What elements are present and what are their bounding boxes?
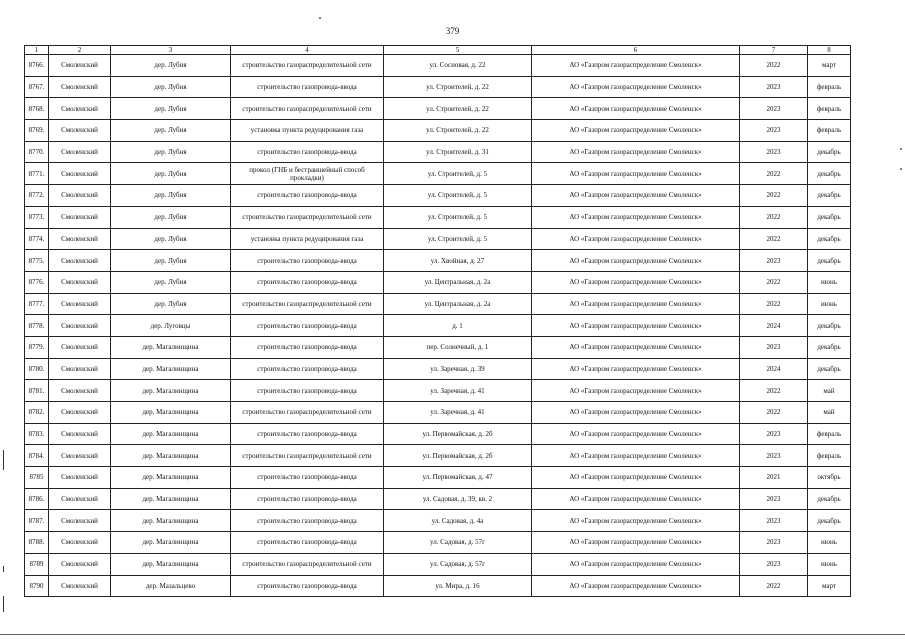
month-cell: октябрь [808, 467, 851, 489]
district-cell: Смоленский [49, 250, 111, 272]
district-cell: Смоленский [49, 271, 111, 293]
row-number-cell: 8769. [25, 120, 49, 142]
year-cell: 2022 [740, 228, 808, 250]
row-number-cell: 8775. [25, 250, 49, 272]
address-cell: ул. Садовая, д. 57г [384, 553, 532, 575]
month-cell: декабрь [808, 488, 851, 510]
row-number-cell: 8774. [25, 228, 49, 250]
work-type-cell: строительство газопровода-ввода [231, 336, 384, 358]
address-cell: пер. Солнечный, д. 1 [384, 336, 532, 358]
table-row [25, 141, 851, 163]
month-cell: декабрь [808, 250, 851, 272]
work-type-cell: строительство газопровода-ввода [231, 185, 384, 207]
table-row [25, 532, 851, 554]
district-cell: Смоленский [49, 575, 111, 597]
table-row [25, 467, 851, 489]
address-cell: ул. Строителей, д. 5 [384, 163, 532, 185]
row-number-cell: 8768. [25, 98, 49, 120]
year-cell: 2021 [740, 467, 808, 489]
row-number-cell: 8779. [25, 336, 49, 358]
address-cell: ул. Центральная, д. 2а [384, 293, 532, 315]
work-type-cell: строительство газопровода-ввода [231, 271, 384, 293]
organization-cell: АО «Газпром газораспределение Смоленск» [532, 553, 740, 575]
settlement-cell: дер. Магалинщина [111, 445, 231, 467]
address-cell: ул. Заречная, д. 41 [384, 380, 532, 402]
table-row [25, 185, 851, 207]
column-header-8: 8 [808, 46, 851, 55]
address-cell: ул. Строителей, д. 31 [384, 141, 532, 163]
row-number-cell: 8786. [25, 488, 49, 510]
work-type-cell: строительство газопровода-ввода [231, 488, 384, 510]
row-number-cell: 8784. [25, 445, 49, 467]
organization-cell: АО «Газпром газораспределение Смоленск» [532, 467, 740, 489]
district-cell: Смоленский [49, 402, 111, 424]
address-cell: ул. Строителей, д. 5 [384, 228, 532, 250]
settlement-cell: дер. Лубня [111, 76, 231, 98]
row-number-cell: 8777. [25, 293, 49, 315]
organization-cell: АО «Газпром газораспределение Смоленск» [532, 98, 740, 120]
organization-cell: АО «Газпром газораспределение Смоленск» [532, 402, 740, 424]
address-cell: ул. Мира, д. 16 [384, 575, 532, 597]
table-row [25, 315, 851, 337]
page-bottom-edge [0, 634, 905, 635]
district-cell: Смоленский [49, 55, 111, 77]
year-cell: 2022 [740, 402, 808, 424]
district-cell: Смоленский [49, 206, 111, 228]
table-row [25, 228, 851, 250]
table-row [25, 575, 851, 597]
organization-cell: АО «Газпром газораспределение Смоленск» [532, 380, 740, 402]
work-type-cell: установка пункта редуцирования газа [231, 228, 384, 250]
column-header-4: 4 [231, 46, 384, 55]
settlement-cell: дер. Лубня [111, 98, 231, 120]
month-cell: май [808, 402, 851, 424]
table-row [25, 423, 851, 445]
district-cell: Смоленский [49, 423, 111, 445]
work-type-cell: строительство газораспределительной сети [231, 55, 384, 77]
settlement-cell: дер. Магалинщина [111, 467, 231, 489]
district-cell: Смоленский [49, 445, 111, 467]
organization-cell: АО «Газпром газораспределение Смоленск» [532, 488, 740, 510]
month-cell: март [808, 55, 851, 77]
organization-cell: АО «Газпром газораспределение Смоленск» [532, 336, 740, 358]
district-cell: Смоленский [49, 380, 111, 402]
row-number-cell: 8783. [25, 423, 49, 445]
year-cell: 2023 [740, 553, 808, 575]
year-cell: 2023 [740, 423, 808, 445]
address-cell: ул. Строителей, д. 5 [384, 206, 532, 228]
district-cell: Смоленский [49, 98, 111, 120]
district-cell: Смоленский [49, 76, 111, 98]
year-cell: 2023 [740, 98, 808, 120]
settlement-cell: дер. Лубня [111, 250, 231, 272]
work-type-cell: строительство газопровода-ввода [231, 423, 384, 445]
table-row [25, 55, 851, 77]
year-cell: 2023 [740, 120, 808, 142]
work-type-cell: строительство газопровода-ввода [231, 467, 384, 489]
table-header-row [25, 46, 851, 55]
organization-cell: АО «Газпром газораспределение Смоленск» [532, 163, 740, 185]
month-cell: декабрь [808, 336, 851, 358]
page-number: 379 [445, 26, 460, 36]
column-header-5: 5 [384, 46, 532, 55]
table-row [25, 553, 851, 575]
row-number-cell: 8778. [25, 315, 49, 337]
organization-cell: АО «Газпром газораспределение Смоленск» [532, 76, 740, 98]
address-cell: ул. Заречная, д. 39 [384, 358, 532, 380]
organization-cell: АО «Газпром газораспределение Смоленск» [532, 293, 740, 315]
work-type-cell: строительство газопровода-ввода [231, 380, 384, 402]
address-cell: ул. Строителей, д. 5 [384, 185, 532, 207]
address-cell: ул. Заречная, д. 41 [384, 402, 532, 424]
district-cell: Смоленский [49, 293, 111, 315]
table-row [25, 293, 851, 315]
organization-cell: АО «Газпром газораспределение Смоленск» [532, 120, 740, 142]
year-cell: 2022 [740, 206, 808, 228]
scan-speck [900, 148, 902, 150]
settlement-cell: дер. Мазальцево [111, 575, 231, 597]
district-cell: Смоленский [49, 336, 111, 358]
month-cell: июнь [808, 271, 851, 293]
address-cell: ул. Первомайская, д. 47 [384, 467, 532, 489]
organization-cell: АО «Газпром газораспределение Смоленск» [532, 185, 740, 207]
scan-speck [319, 17, 321, 19]
organization-cell: АО «Газпром газораспределение Смоленск» [532, 358, 740, 380]
organization-cell: АО «Газпром газораспределение Смоленск» [532, 55, 740, 77]
work-type-cell: строительство газопровода-ввода [231, 575, 384, 597]
year-cell: 2022 [740, 575, 808, 597]
table-row [25, 445, 851, 467]
table-row [25, 510, 851, 532]
month-cell: декабрь [808, 163, 851, 185]
year-cell: 2023 [740, 445, 808, 467]
settlement-cell: дер. Луговцы [111, 315, 231, 337]
table-row [25, 98, 851, 120]
organization-cell: АО «Газпром газораспределение Смоленск» [532, 228, 740, 250]
month-cell: февраль [808, 76, 851, 98]
organization-cell: АО «Газпром газораспределение Смоленск» [532, 271, 740, 293]
settlement-cell: дер. Лубня [111, 185, 231, 207]
address-cell: ул. Строителей, д. 22 [384, 120, 532, 142]
address-cell: ул. Центральная, д. 2а [384, 271, 532, 293]
table-row [25, 163, 851, 185]
gas-works-table [24, 45, 851, 597]
work-type-cell: строительство газопровода-ввода [231, 315, 384, 337]
district-cell: Смоленский [49, 488, 111, 510]
organization-cell: АО «Газпром газораспределение Смоленск» [532, 445, 740, 467]
month-cell: декабрь [808, 206, 851, 228]
year-cell: 2024 [740, 358, 808, 380]
work-type-cell: строительство газопровода-ввода [231, 250, 384, 272]
table-row [25, 250, 851, 272]
settlement-cell: дер. Магалинщина [111, 336, 231, 358]
margin-mark [3, 566, 4, 572]
month-cell: декабрь [808, 185, 851, 207]
address-cell: ул. Сосновая, д. 22 [384, 55, 532, 77]
column-header-2: 2 [49, 46, 111, 55]
district-cell: Смоленский [49, 315, 111, 337]
year-cell: 2022 [740, 271, 808, 293]
district-cell: Смоленский [49, 185, 111, 207]
address-cell: ул. Первомайская, д. 2б [384, 423, 532, 445]
year-cell: 2023 [740, 510, 808, 532]
row-number-cell: 8776. [25, 271, 49, 293]
district-cell: Смоленский [49, 553, 111, 575]
table-row [25, 380, 851, 402]
row-number-cell: 8767. [25, 76, 49, 98]
work-type-cell: строительство газораспределительной сети [231, 293, 384, 315]
work-type-cell: строительство газопровода-ввода [231, 510, 384, 532]
year-cell: 2022 [740, 380, 808, 402]
table-row [25, 358, 851, 380]
address-cell: ул. Строителей, д. 22 [384, 76, 532, 98]
year-cell: 2023 [740, 250, 808, 272]
year-cell: 2022 [740, 293, 808, 315]
year-cell: 2022 [740, 55, 808, 77]
row-number-cell: 8773. [25, 206, 49, 228]
work-type-cell: строительство газопровода-ввода [231, 141, 384, 163]
scan-speck [900, 168, 902, 170]
work-type-cell: строительство газопровода-ввода [231, 532, 384, 554]
year-cell: 2022 [740, 163, 808, 185]
row-number-cell: 8771. [25, 163, 49, 185]
district-cell: Смоленский [49, 120, 111, 142]
month-cell: июнь [808, 532, 851, 554]
work-type-cell: строительство газопровода-ввода [231, 358, 384, 380]
month-cell: февраль [808, 120, 851, 142]
month-cell: май [808, 380, 851, 402]
settlement-cell: дер. Магалинщина [111, 423, 231, 445]
year-cell: 2023 [740, 532, 808, 554]
column-header-7: 7 [740, 46, 808, 55]
organization-cell: АО «Газпром газораспределение Смоленск» [532, 141, 740, 163]
organization-cell: АО «Газпром газораспределение Смоленск» [532, 250, 740, 272]
month-cell: декабрь [808, 358, 851, 380]
month-cell: декабрь [808, 141, 851, 163]
address-cell: ул. Садовая, д. 4а [384, 510, 532, 532]
table-body [25, 55, 851, 597]
margin-mark [3, 450, 4, 470]
work-type-cell: строительство газопровода-ввода [231, 76, 384, 98]
row-number-cell: 8766. [25, 55, 49, 77]
settlement-cell: дер. Магалинщина [111, 488, 231, 510]
work-type-cell: прокол (ГНБ и бестраншейный способ прокладки) [231, 163, 384, 185]
month-cell: декабрь [808, 315, 851, 337]
table-row [25, 488, 851, 510]
table-row [25, 271, 851, 293]
district-cell: Смоленский [49, 163, 111, 185]
year-cell: 2023 [740, 141, 808, 163]
address-cell: ул. Строителей, д. 22 [384, 98, 532, 120]
year-cell: 2023 [740, 488, 808, 510]
settlement-cell: дер. Лубня [111, 120, 231, 142]
row-number-cell: 8770. [25, 141, 49, 163]
address-cell: ул. Первомайская, д. 2б [384, 445, 532, 467]
row-number-cell: 8789 [25, 553, 49, 575]
table-row [25, 402, 851, 424]
district-cell: Смоленский [49, 467, 111, 489]
row-number-cell: 8788. [25, 532, 49, 554]
row-number-cell: 8785 [25, 467, 49, 489]
table-row [25, 120, 851, 142]
month-cell: февраль [808, 445, 851, 467]
row-number-cell: 8790 [25, 575, 49, 597]
row-number-cell: 8782. [25, 402, 49, 424]
district-cell: Смоленский [49, 141, 111, 163]
work-type-cell: строительство газораспределительной сети [231, 402, 384, 424]
month-cell: февраль [808, 98, 851, 120]
month-cell: декабрь [808, 510, 851, 532]
settlement-cell: дер. Лубня [111, 55, 231, 77]
margin-mark [3, 596, 4, 612]
settlement-cell: дер. Магалинщина [111, 510, 231, 532]
year-cell: 2024 [740, 315, 808, 337]
organization-cell: АО «Газпром газораспределение Смоленск» [532, 315, 740, 337]
address-cell: д. 1 [384, 315, 532, 337]
organization-cell: АО «Газпром газораспределение Смоленск» [532, 423, 740, 445]
column-header-6: 6 [532, 46, 740, 55]
address-cell: ул. Садовая, д. 57г [384, 532, 532, 554]
work-type-cell: установка пункта редуцирования газа [231, 120, 384, 142]
settlement-cell: дер. Лубня [111, 206, 231, 228]
work-type-cell: строительство газораспределительной сети [231, 206, 384, 228]
table-row [25, 206, 851, 228]
organization-cell: АО «Газпром газораспределение Смоленск» [532, 575, 740, 597]
address-cell: ул. Хвойная, д. 27 [384, 250, 532, 272]
settlement-cell: дер. Лубня [111, 228, 231, 250]
column-header-3: 3 [111, 46, 231, 55]
address-cell: ул. Садовая, д. 39, кв. 2 [384, 488, 532, 510]
settlement-cell: дер. Магалинщина [111, 402, 231, 424]
column-header-1: 1 [25, 46, 49, 55]
settlement-cell: дер. Магалинщина [111, 532, 231, 554]
month-cell: март [808, 575, 851, 597]
month-cell: декабрь [808, 228, 851, 250]
organization-cell: АО «Газпром газораспределение Смоленск» [532, 510, 740, 532]
month-cell: февраль [808, 423, 851, 445]
settlement-cell: дер. Лубня [111, 141, 231, 163]
district-cell: Смоленский [49, 510, 111, 532]
work-type-cell: строительство газораспределительной сети [231, 445, 384, 467]
year-cell: 2023 [740, 336, 808, 358]
settlement-cell: дер. Лубня [111, 271, 231, 293]
row-number-cell: 8781. [25, 380, 49, 402]
row-number-cell: 8780. [25, 358, 49, 380]
work-type-cell: строительство газораспределительной сети [231, 553, 384, 575]
settlement-cell: дер. Магалинщина [111, 380, 231, 402]
organization-cell: АО «Газпром газораспределение Смоленск» [532, 532, 740, 554]
year-cell: 2023 [740, 76, 808, 98]
settlement-cell: дер. Магалинщина [111, 553, 231, 575]
district-cell: Смоленский [49, 228, 111, 250]
month-cell: июнь [808, 553, 851, 575]
settlement-cell: дер. Лубня [111, 293, 231, 315]
work-type-cell: строительство газораспределительной сети [231, 98, 384, 120]
month-cell: июнь [808, 293, 851, 315]
district-cell: Смоленский [49, 358, 111, 380]
organization-cell: АО «Газпром газораспределение Смоленск» [532, 206, 740, 228]
district-cell: Смоленский [49, 532, 111, 554]
table-row [25, 76, 851, 98]
table-row [25, 336, 851, 358]
row-number-cell: 8772. [25, 185, 49, 207]
row-number-cell: 8787. [25, 510, 49, 532]
settlement-cell: дер. Магалинщина [111, 358, 231, 380]
settlement-cell: дер. Лубня [111, 163, 231, 185]
year-cell: 2022 [740, 185, 808, 207]
